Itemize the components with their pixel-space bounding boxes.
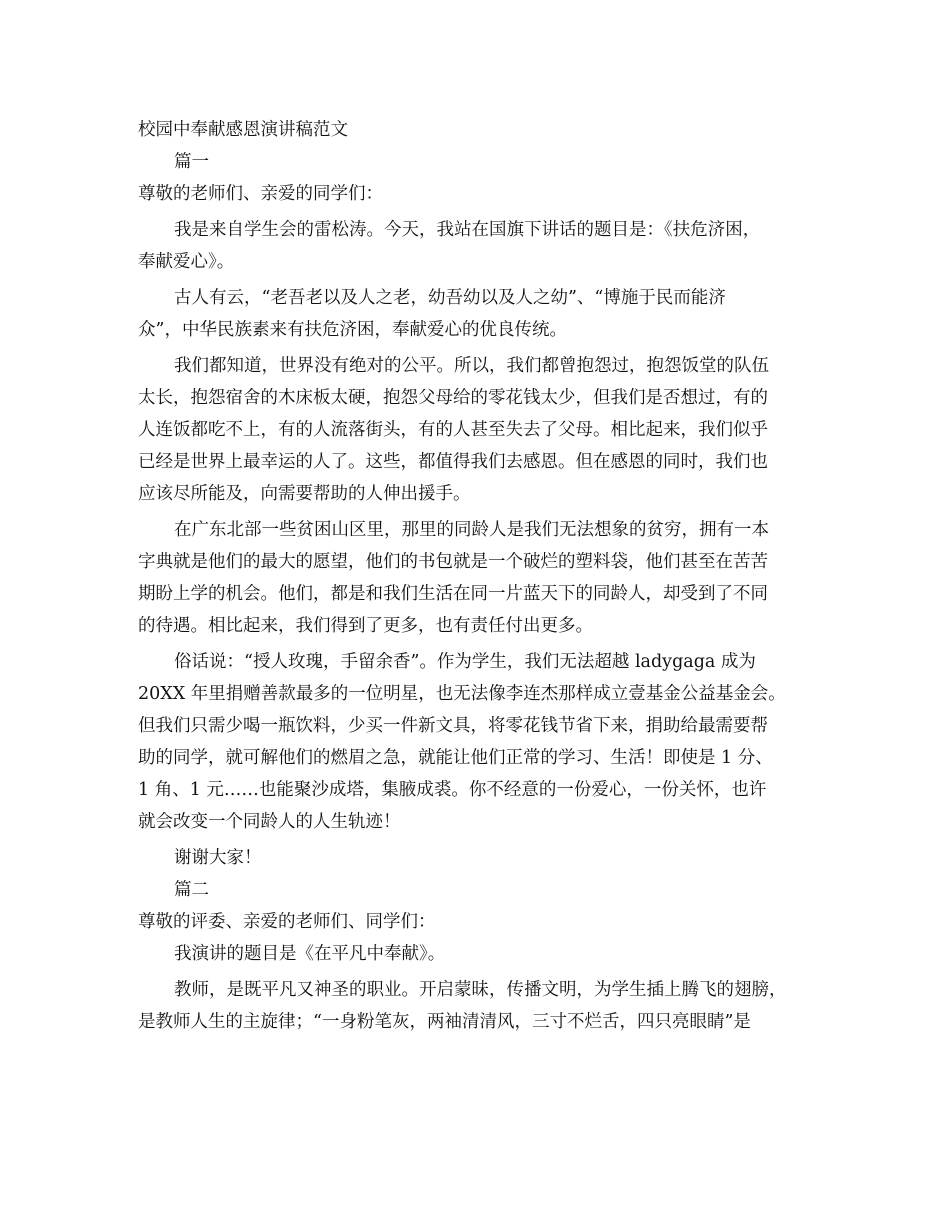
text-line: 篇二 [174,880,209,900]
document-title: 校园中奉献感恩演讲稿范文 [138,120,348,140]
text-line: 我们都知道，世界没有绝对的公平。所以，我们都曾抱怨过，抱怨饭堂的队伍 [174,356,769,376]
text-line: 字典就是他们的最大的愿望，他们的书包就是一个破烂的塑料袋，他们甚至在苦苦 [138,552,768,572]
text-line: 的待遇。相比起来，我们得到了更多，也有责任付出更多。 [138,616,593,636]
text-line: 奉献爱心》。 [138,252,235,272]
text-line: 教师，是既平凡又神圣的职业。开启蒙昧，传播文明，为学生插上腾飞的翅膀， [174,980,787,1000]
text-line: 人连饭都吃不上，有的人流落街头，有的人甚至失去了父母。相比起来，我们似乎 [138,420,768,440]
text-line: 期盼上学的机会。他们，都是和我们生活在同一片蓝天下的同龄人，却受到了不同 [138,584,768,604]
text-line: 古人有云，“老吾老以及人之老，幼吾幼以及人之幼”、“博施于民而能济 [174,288,726,308]
text-line: 篇一 [174,152,209,172]
text-line: 20XX 年里捐赠善款最多的一位明星，也无法像李连杰那样成立壹基金公益基金会。 [138,684,786,704]
text-line: 在广东北部一些贫困山区里，那里的同龄人是我们无法想象的贫穷，拥有一本 [174,520,769,540]
document-body [138,114,818,1038]
text-line: 尊敬的评委、亲爱的老师们、同学们： [138,912,436,932]
text-line: 谢谢大家！ [174,848,262,868]
text-line: 尊敬的老师们、亲爱的同学们： [138,184,383,204]
text-line: 应该尽所能及，向需要帮助的人伸出援手。 [138,484,471,504]
text-line: 是教师人生的主旋律；“一身粉笔灰，两袖清清风，三寸不烂舌，四只亮眼睛”是 [138,1012,751,1032]
text-line: 俗话说：“授人玫瑰，手留余香”。作为学生，我们无法超越 ladygaga 成为 [174,652,756,672]
text-line: 众”，中华民族素来有扶危济困，奉献爱心的优良传统。 [138,320,567,340]
text-line: 已经是世界上最幸运的人了。这些，都值得我们去感恩。但在感恩的同时，我们也 [138,452,768,472]
text-line: 太长，抱怨宿舍的木床板太硬，抱怨父母给的零花钱太少，但我们是否想过，有的 [138,388,768,408]
text-line: 助的同学，就可解他们的燃眉之急，就能让他们正常的学习、生活！即使是 1 分、 [138,748,773,768]
text-line: 就会改变一个同龄人的人生轨迹！ [138,812,401,832]
text-line: 但我们只需少喝一瓶饮料，少买一件新文具，将零花钱节省下来，捐助给最需要帮 [138,716,768,736]
text-line: 我演讲的题目是《在平凡中奉献》。 [174,944,446,964]
text-line: 1 角、1 元……也能聚沙成塔，集腋成裘。你不经意的一份爱心，一份关怀，也许 [138,780,767,800]
text-line: 我是来自学生会的雷松涛。今天，我站在国旗下讲话的题目是：《扶危济困， [174,220,761,240]
document-paragraphs [138,146,818,1038]
